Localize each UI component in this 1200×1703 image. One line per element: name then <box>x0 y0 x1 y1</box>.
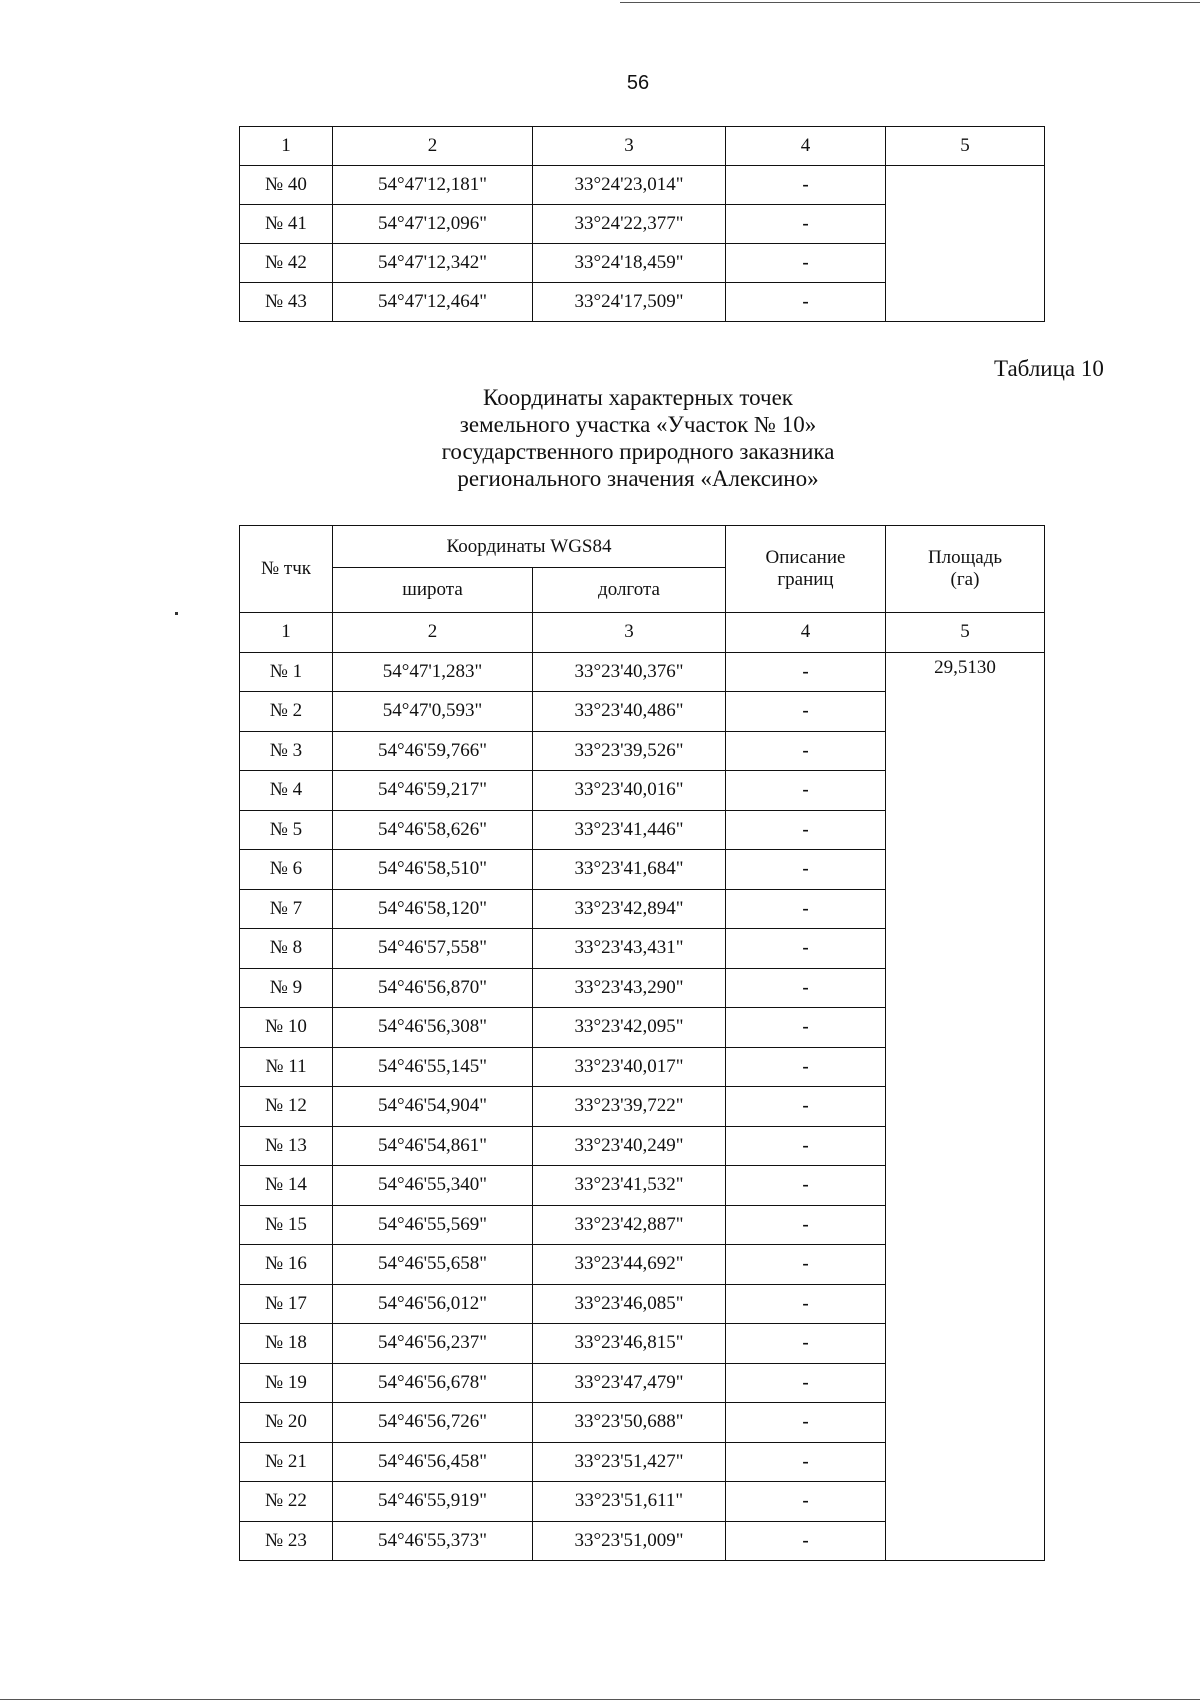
description-cell: - <box>726 652 886 692</box>
latitude-cell: 54°46'58,510" <box>333 850 533 890</box>
longitude-cell: 33°23'42,894" <box>533 889 726 929</box>
description-cell: - <box>726 205 886 244</box>
longitude-cell: 33°23'51,611" <box>533 1482 726 1522</box>
point-number-cell: № 13 <box>240 1126 333 1166</box>
latitude-cell: 54°46'55,145" <box>333 1047 533 1087</box>
point-number-cell: № 43 <box>240 283 333 322</box>
point-number-cell: № 12 <box>240 1087 333 1127</box>
scan-bottom-edge <box>0 1699 1200 1700</box>
longitude-cell: 33°23'40,016" <box>533 771 726 811</box>
header-row <box>240 526 1045 568</box>
area-cell: 29,5130 <box>886 652 1045 1561</box>
latitude-cell: 54°47'12,096" <box>333 205 533 244</box>
latitude-cell: 54°46'56,458" <box>333 1442 533 1482</box>
longitude-cell: 33°23'47,479" <box>533 1363 726 1403</box>
longitude-cell: 33°23'43,290" <box>533 968 726 1008</box>
description-cell: - <box>726 1087 886 1127</box>
description-cell: - <box>726 810 886 850</box>
table-row <box>240 652 1045 692</box>
scan-artifact-dot <box>175 612 178 615</box>
latitude-cell: 54°46'55,340" <box>333 1166 533 1206</box>
header-longitude: долгота <box>533 568 726 613</box>
latitude-cell: 54°46'59,766" <box>333 731 533 771</box>
longitude-cell: 33°23'40,249" <box>533 1126 726 1166</box>
column-number: 1 <box>240 127 333 166</box>
column-number: 4 <box>726 127 886 166</box>
point-number-cell: № 20 <box>240 1403 333 1443</box>
description-cell: - <box>726 1008 886 1048</box>
description-cell: - <box>726 1403 886 1443</box>
table-title <box>338 384 938 492</box>
latitude-cell: 54°46'55,658" <box>333 1245 533 1285</box>
title-line: регионального значения «Алексино» <box>457 466 819 491</box>
continued-table-body <box>240 166 1045 322</box>
point-number-cell: № 15 <box>240 1205 333 1245</box>
point-number-cell: № 3 <box>240 731 333 771</box>
latitude-cell: 54°46'56,308" <box>333 1008 533 1048</box>
description-cell: - <box>726 1521 886 1561</box>
latitude-cell: 54°46'55,919" <box>333 1482 533 1522</box>
description-cell: - <box>726 1482 886 1522</box>
description-cell: - <box>726 850 886 890</box>
point-number-cell: № 17 <box>240 1284 333 1324</box>
longitude-cell: 33°23'39,526" <box>533 731 726 771</box>
description-cell: - <box>726 1284 886 1324</box>
column-number: 5 <box>886 613 1045 653</box>
header-description: Описание границ <box>726 526 886 613</box>
point-number-cell: № 7 <box>240 889 333 929</box>
longitude-cell: 33°23'40,486" <box>533 692 726 732</box>
point-number-cell: № 22 <box>240 1482 333 1522</box>
table-row <box>240 166 1045 205</box>
longitude-cell: 33°23'41,532" <box>533 1166 726 1206</box>
description-cell: - <box>726 1324 886 1364</box>
point-number-cell: № 5 <box>240 810 333 850</box>
title-line: земельного участка «Участок № 10» <box>459 412 817 437</box>
column-number: 2 <box>333 127 533 166</box>
latitude-cell: 54°46'56,678" <box>333 1363 533 1403</box>
longitude-cell: 33°23'44,692" <box>533 1245 726 1285</box>
longitude-cell: 33°24'23,014" <box>533 166 726 205</box>
column-number: 5 <box>886 127 1045 166</box>
description-cell: - <box>726 692 886 732</box>
coordinates-table <box>239 525 1045 1561</box>
longitude-cell: 33°23'42,095" <box>533 1008 726 1048</box>
point-number-cell: № 9 <box>240 968 333 1008</box>
latitude-cell: 54°46'59,217" <box>333 771 533 811</box>
header-area: Площадь (га) <box>886 526 1045 613</box>
latitude-cell: 54°47'1,283" <box>333 652 533 692</box>
description-cell: - <box>726 166 886 205</box>
point-number-cell: № 4 <box>240 771 333 811</box>
latitude-cell: 54°46'56,726" <box>333 1403 533 1443</box>
header-coordinates: Координаты WGS84 <box>333 526 726 568</box>
latitude-cell: 54°46'54,904" <box>333 1087 533 1127</box>
column-number: 1 <box>240 613 333 653</box>
table-caption: Таблица 10 <box>994 356 1104 381</box>
latitude-cell: 54°47'12,181" <box>333 166 533 205</box>
latitude-cell: 54°46'54,861" <box>333 1126 533 1166</box>
description-cell: - <box>726 244 886 283</box>
description-cell: - <box>726 1126 886 1166</box>
column-number-row <box>240 127 1045 166</box>
description-cell: - <box>726 889 886 929</box>
point-number-cell: № 1 <box>240 652 333 692</box>
latitude-cell: 54°46'58,626" <box>333 810 533 850</box>
latitude-cell: 54°47'12,464" <box>333 283 533 322</box>
point-number-cell: № 40 <box>240 166 333 205</box>
description-cell: - <box>726 771 886 811</box>
longitude-cell: 33°23'39,722" <box>533 1087 726 1127</box>
point-number-cell: № 14 <box>240 1166 333 1206</box>
continued-coordinates-table <box>239 126 1045 322</box>
description-cell: - <box>726 1205 886 1245</box>
latitude-cell: 54°46'57,558" <box>333 929 533 969</box>
latitude-cell: 54°46'56,237" <box>333 1324 533 1364</box>
page-number: 56 <box>626 72 650 94</box>
latitude-cell: 54°46'55,569" <box>333 1205 533 1245</box>
latitude-cell: 54°46'56,870" <box>333 968 533 1008</box>
description-cell: - <box>726 1363 886 1403</box>
description-cell: - <box>726 283 886 322</box>
point-number-cell: № 10 <box>240 1008 333 1048</box>
point-number-cell: № 8 <box>240 929 333 969</box>
latitude-cell: 54°46'58,120" <box>333 889 533 929</box>
longitude-cell: 33°23'46,815" <box>533 1324 726 1364</box>
header-point-number: № тчк <box>240 526 333 613</box>
longitude-cell: 33°23'41,684" <box>533 850 726 890</box>
point-number-cell: № 42 <box>240 244 333 283</box>
description-cell: - <box>726 1047 886 1087</box>
column-number: 3 <box>533 613 726 653</box>
point-number-cell: № 2 <box>240 692 333 732</box>
latitude-cell: 54°46'56,012" <box>333 1284 533 1324</box>
description-cell: - <box>726 929 886 969</box>
longitude-cell: 33°23'42,887" <box>533 1205 726 1245</box>
latitude-cell: 54°46'55,373" <box>333 1521 533 1561</box>
longitude-cell: 33°24'17,509" <box>533 283 726 322</box>
point-number-cell: № 41 <box>240 205 333 244</box>
longitude-cell: 33°23'40,376" <box>533 652 726 692</box>
longitude-cell: 33°23'50,688" <box>533 1403 726 1443</box>
longitude-cell: 33°24'22,377" <box>533 205 726 244</box>
title-line: государственного природного заказника <box>441 439 835 464</box>
point-number-cell: № 18 <box>240 1324 333 1364</box>
scan-top-edge <box>620 2 1200 3</box>
point-number-cell: № 19 <box>240 1363 333 1403</box>
header-latitude: широта <box>333 568 533 613</box>
point-number-cell: № 23 <box>240 1521 333 1561</box>
column-number: 2 <box>333 613 533 653</box>
column-number: 4 <box>726 613 886 653</box>
description-cell: - <box>726 1245 886 1285</box>
coordinates-table-body <box>240 652 1045 1561</box>
title-line: Координаты характерных точек <box>483 385 793 410</box>
point-number-cell: № 6 <box>240 850 333 890</box>
longitude-cell: 33°23'51,009" <box>533 1521 726 1561</box>
latitude-cell: 54°47'12,342" <box>333 244 533 283</box>
longitude-cell: 33°23'43,431" <box>533 929 726 969</box>
point-number-cell: № 11 <box>240 1047 333 1087</box>
longitude-cell: 33°23'51,427" <box>533 1442 726 1482</box>
column-number: 3 <box>533 127 726 166</box>
description-cell: - <box>726 1166 886 1206</box>
point-number-cell: № 16 <box>240 1245 333 1285</box>
point-number-cell: № 21 <box>240 1442 333 1482</box>
area-cell <box>886 166 1045 322</box>
description-cell: - <box>726 1442 886 1482</box>
latitude-cell: 54°47'0,593" <box>333 692 533 732</box>
description-cell: - <box>726 968 886 1008</box>
longitude-cell: 33°23'40,017" <box>533 1047 726 1087</box>
longitude-cell: 33°23'41,446" <box>533 810 726 850</box>
description-cell: - <box>726 731 886 771</box>
column-number-row <box>240 613 1045 653</box>
longitude-cell: 33°24'18,459" <box>533 244 726 283</box>
longitude-cell: 33°23'46,085" <box>533 1284 726 1324</box>
